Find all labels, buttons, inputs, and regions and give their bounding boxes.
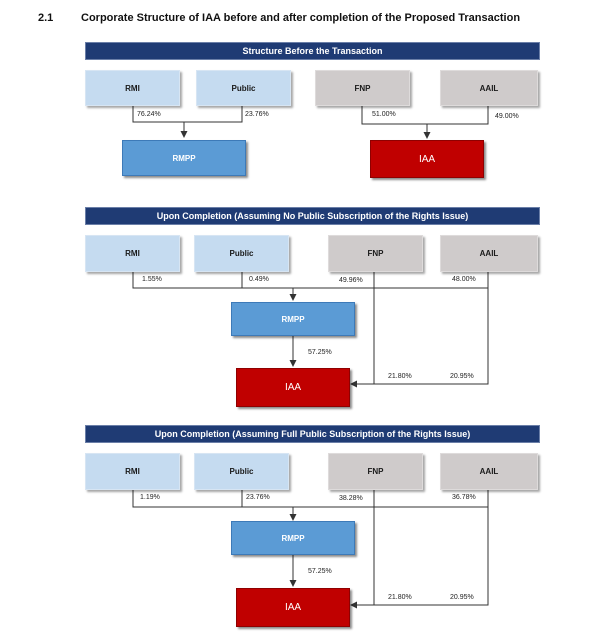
edge-label: 49.96% [339,277,363,284]
node-fnp-3: FNP [328,453,423,490]
node-aail-2: AAIL [440,235,538,272]
edge-aail-iaa-1 [427,106,488,124]
node-iaa-3: IAA [236,588,350,627]
node-aail-3: AAIL [440,453,538,490]
edge-label: 57.25% [308,568,332,575]
edge-label: 1.55% [142,276,162,283]
node-fnp-2: FNP [328,235,423,272]
banner-full-subscription: Upon Completion (Assuming Full Public Subscription of the Rights Issue) [85,425,540,443]
edge-label: 23.76% [245,111,269,118]
node-iaa-1: IAA [370,140,484,178]
node-rmpp-3: RMPP [231,521,355,555]
edge-label: 49.00% [495,113,519,120]
edge-label: 36.78% [452,494,476,501]
node-public-1: Public [196,70,291,106]
edge-label: 38.28% [339,495,363,502]
edge-aail-iaa-2 [374,272,488,384]
node-fnp-1: FNP [315,70,410,106]
node-rmi-1: RMI [85,70,180,106]
node-rmpp-1: RMPP [122,140,246,176]
edge-label: 21.80% [388,594,412,601]
edge-label: 20.95% [450,373,474,380]
edge-label: 20.95% [450,594,474,601]
node-rmpp-2: RMPP [231,302,355,336]
banner-no-subscription: Upon Completion (Assuming No Public Subscription of the Rights Issue) [85,207,540,225]
edge-label: 23.76% [246,494,270,501]
node-rmi-2: RMI [85,235,180,272]
node-rmi-3: RMI [85,453,180,490]
edge-label: 1.19% [140,494,160,501]
edge-label: 57.25% [308,349,332,356]
edge-label: 76.24% [137,111,161,118]
edge-label: 48.00% [452,276,476,283]
node-aail-1: AAIL [440,70,538,106]
section-title: Corporate Structure of IAA before and after completion of the Proposed Transaction [81,12,521,24]
edge-public-rmpp-1 [184,106,242,122]
node-iaa-2: IAA [236,368,350,407]
banner-before: Structure Before the Transaction [85,42,540,60]
node-public-3: Public [194,453,289,490]
node-public-2: Public [194,235,289,272]
edge-label: 21.80% [388,373,412,380]
edge-label: 0.49% [249,276,269,283]
edge-label: 51.00% [372,111,396,118]
section-number: 2.1 [38,12,54,24]
